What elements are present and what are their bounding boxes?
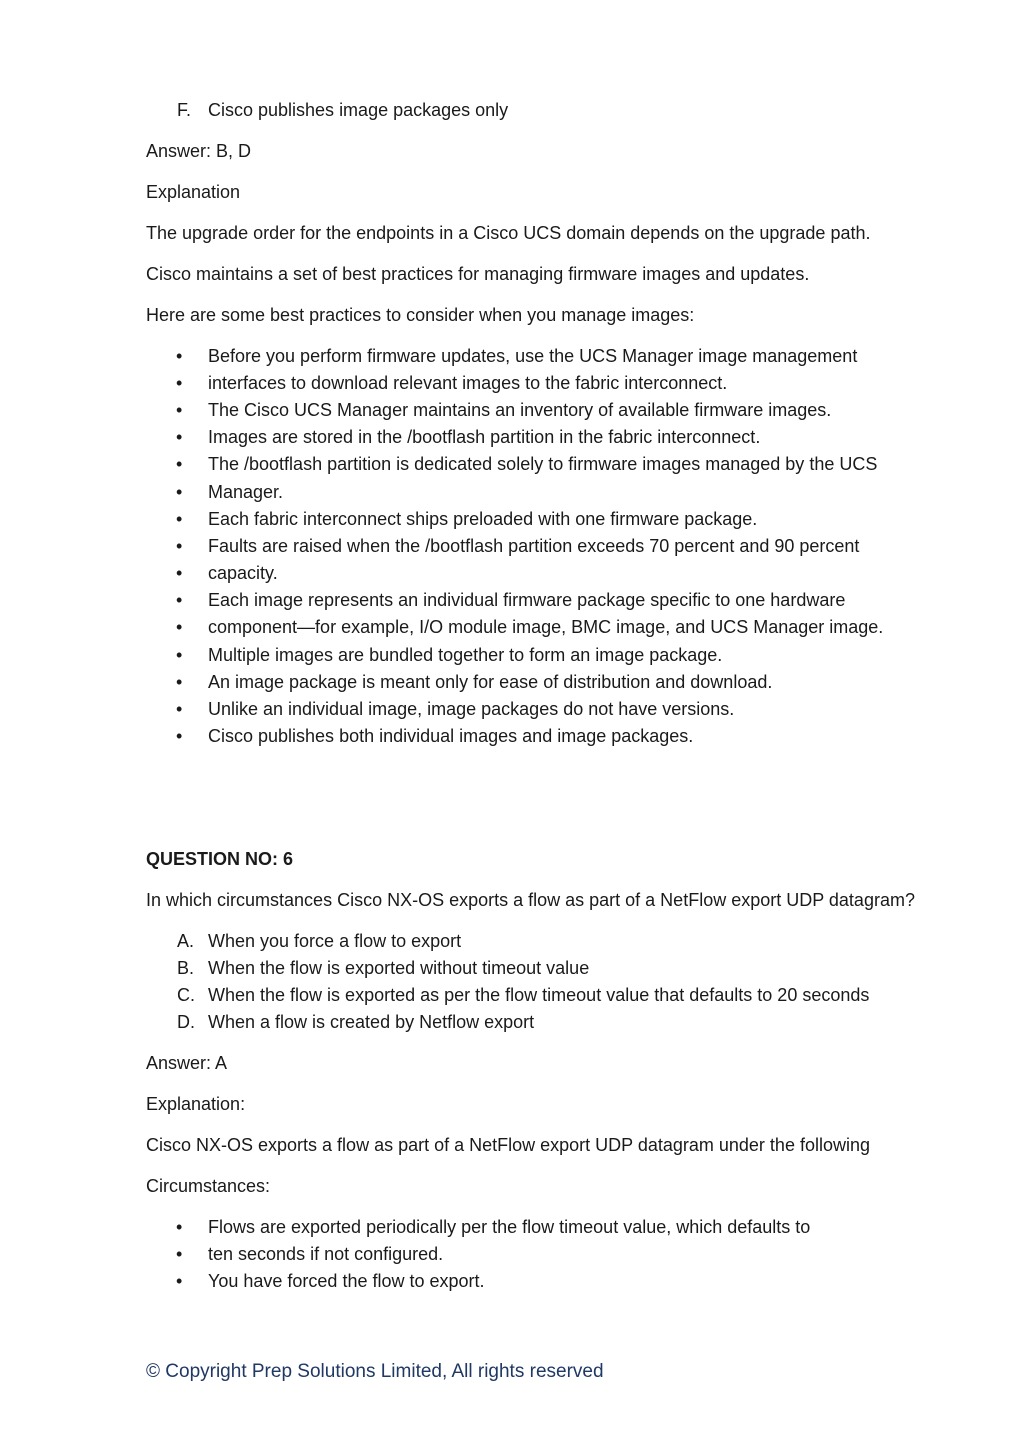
option-a: [177, 930, 461, 952]
bullet-icon: •: [176, 699, 183, 719]
answer-line: Answer: B, D: [146, 141, 252, 161]
bullet-icon: •: [176, 563, 183, 583]
option-text: Cisco publishes image packages only: [208, 100, 509, 120]
paragraph: Cisco maintains a set of best practices for managing firmware images and updates.: [146, 264, 810, 284]
bullet-icon: •: [176, 373, 183, 393]
bullet-icon: •: [176, 346, 183, 366]
explanation-heading: Explanation:: [146, 1094, 246, 1114]
option-f: [177, 99, 508, 121]
option-letter: D.: [177, 1012, 195, 1032]
option-c: [177, 984, 869, 1006]
bullet-icon: •: [176, 617, 183, 637]
question-prompt: In which circumstances Cisco NX-OS exports a flow as part of a NetFlow export UDP datagram?: [146, 890, 915, 910]
bullet-icon: •: [176, 400, 183, 420]
bullet-icon: •: [176, 672, 183, 692]
bullet-icon: •: [176, 509, 183, 529]
bullet-icon: •: [176, 427, 183, 447]
paragraph: Circumstances:: [146, 1176, 271, 1196]
option-text: When the flow is exported as per the flow timeout value that defaults to 20 seconds: [208, 985, 870, 1005]
bullet-icon: •: [176, 645, 183, 665]
bullet-icon: •: [176, 1271, 183, 1291]
paragraph: Here are some best practices to consider when you manage images:: [146, 305, 695, 325]
paragraph: Cisco NX-OS exports a flow as part of a NetFlow export UDP datagram under the following: [146, 1135, 870, 1155]
bullet-icon: •: [176, 536, 183, 556]
option-letter: F.: [177, 100, 192, 120]
option-letter: B.: [177, 958, 195, 978]
option-letter: C.: [177, 985, 195, 1005]
option-d: [177, 1011, 534, 1033]
paragraph: The upgrade order for the endpoints in a Cisco UCS domain depends on the upgrade path.: [146, 223, 871, 243]
option-letter: A.: [177, 931, 195, 951]
option-text: When the flow is exported without timeout value: [208, 958, 590, 978]
option-text: When you force a flow to export: [208, 931, 462, 951]
option-text: When a flow is created by Netflow export: [208, 1012, 535, 1032]
bullet-icon: •: [176, 1217, 183, 1237]
bullet-icon: •: [176, 1244, 183, 1264]
option-b: [177, 957, 589, 979]
bullet-icon: •: [176, 590, 183, 610]
bullet-icon: •: [176, 454, 183, 474]
bullet-icon: •: [176, 726, 183, 746]
question-heading: QUESTION NO: 6: [146, 849, 294, 869]
copyright-footer: © Copyright Prep Solutions Limited, All rights reserved: [146, 1361, 604, 1382]
answer-line: Answer: A: [146, 1053, 228, 1073]
explanation-heading: Explanation: [146, 182, 241, 202]
bullet-icon: •: [176, 482, 183, 502]
